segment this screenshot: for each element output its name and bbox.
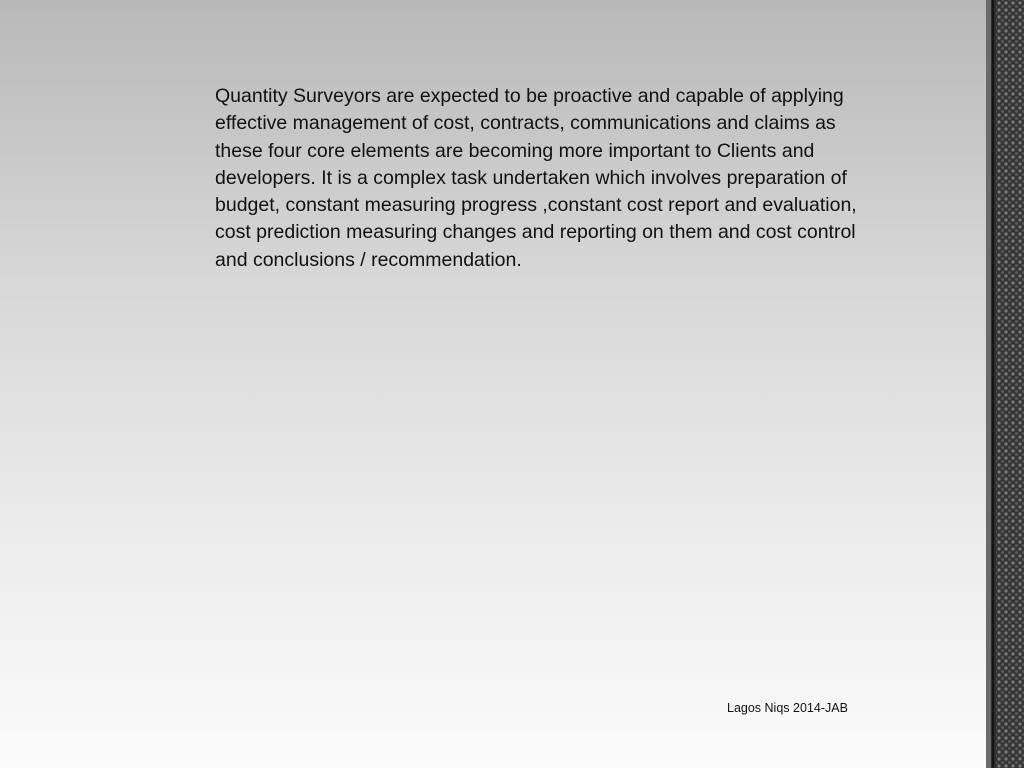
side-strip-line xyxy=(992,0,994,768)
side-strip-pattern xyxy=(996,0,1024,768)
side-strip-edge xyxy=(986,0,991,768)
decorative-side-strip xyxy=(986,0,1024,768)
slide-footer: Lagos Niqs 2014-JAB xyxy=(727,701,848,715)
slide-body-text: Quantity Surveyors are expected to be proactive and capable of applying effective management of cost, contracts, communications and claims as these four core elements are becoming more important to Clients and developers. It is a complex task undertaken which involves preparation of budget, constant measuring progress ,constant cost report and evaluation, cost prediction measuring changes and reporting on them and cost control and conclusions / recommendation. xyxy=(215,85,857,271)
